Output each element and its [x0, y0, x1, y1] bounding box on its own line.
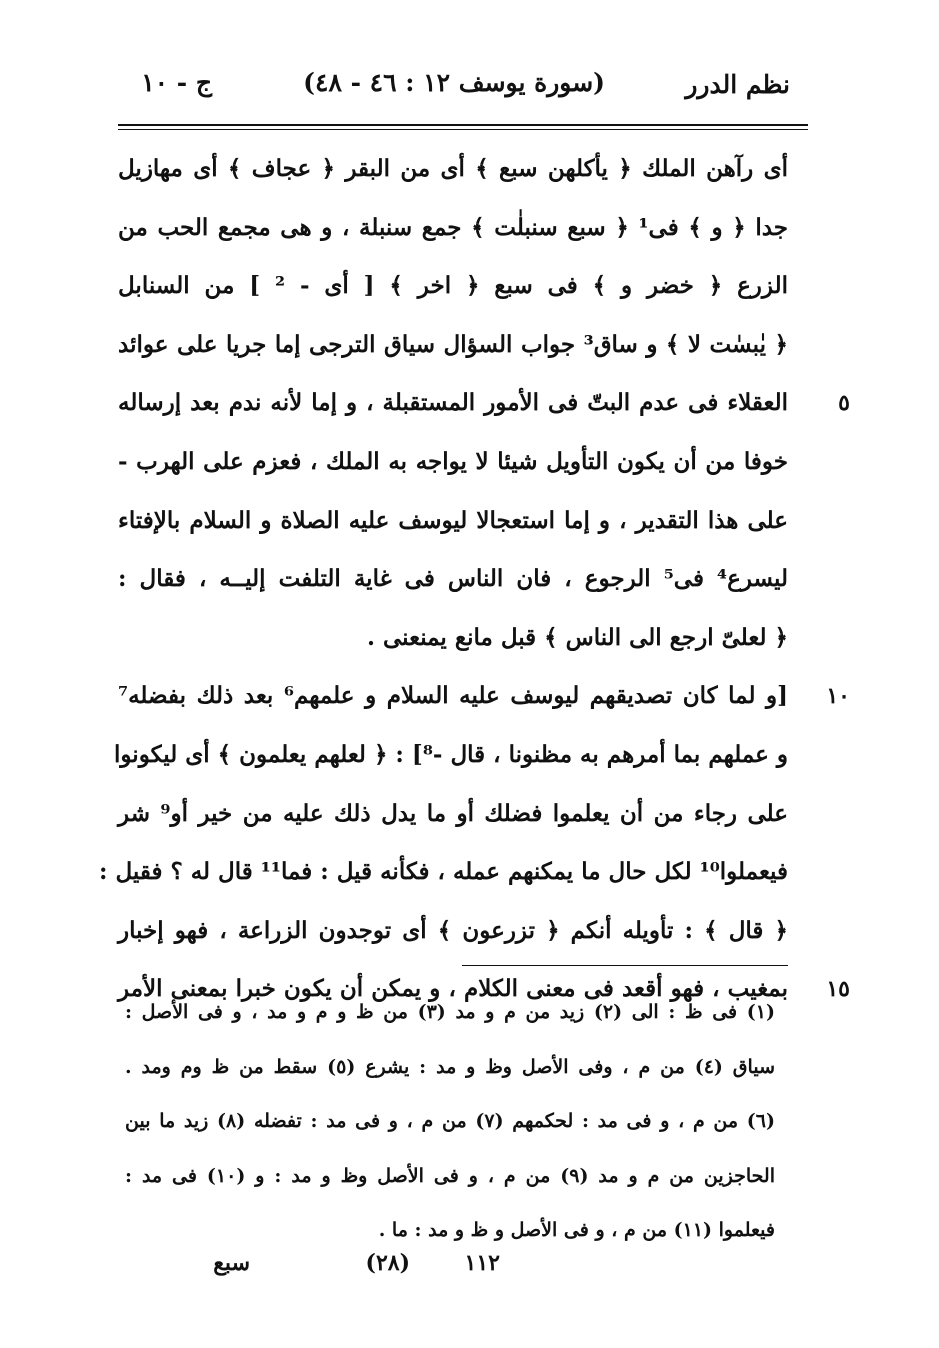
text-line-content: أى رآهن الملك ﴿ يأكلهن سبع ﴾ أى من البقر ﴿ عجاف ﴾ أى مهازيل: [118, 155, 788, 182]
catchword: سبع: [213, 1250, 250, 1276]
header-rule: [118, 124, 808, 126]
footnote-line: (١) فى ظ : الى (٢) زيد من م و مد (٣) من ظ و م و مد ، و فى الأصل :: [125, 1001, 775, 1023]
text-line-content: ﴿ لعلىّ ارجع الى الناس ﴾ قبل مانع يمنعنى .: [366, 623, 788, 651]
page-footer: [118, 1246, 790, 1286]
volume-number: ج - ١٠: [141, 68, 212, 97]
text-line-content: ليسرع⁴ فى⁵ الرجوع ، فان الناس فى غاية التلفت إليــه ، فقال :: [118, 565, 788, 593]
surah-reference: (سورة يوسف ١٢ : ٤٦ - ٤٨): [303, 68, 605, 97]
footnotes: [125, 985, 775, 1258]
text-line-content: ﴿ قال ﴾ : تأويله أنكم ﴿ تزرعون ﴾ أى توجدون الزراعة ، فهو إخبار: [118, 916, 788, 944]
text-line: [118, 785, 788, 844]
footnote-line: سياق (٤) من م ، وفى الأصل وظ و مد : يشرع (٥) سقط من ظ وم ومد .: [125, 1055, 775, 1078]
text-line: [118, 902, 788, 961]
text-line: [118, 550, 788, 609]
footnote-line: الحاجزين من م و مد (٩) من م ، و فى الأصل وظ و مد : و (١٠) فى مد :: [125, 1164, 775, 1187]
main-text: [99, 140, 850, 1019]
text-line: [118, 140, 788, 199]
text-line-content: [و لما كان تصديقهم ليوسف عليه السلام و علمهم⁶ بعد ذلك بفضله⁷: [118, 682, 789, 710]
sheet-number: (٢٨): [365, 1250, 410, 1276]
text-line: [118, 433, 788, 492]
text-line: [118, 316, 788, 375]
text-line: [118, 609, 788, 668]
text-line-content: الزرع ﴿ خضر و ﴾ فى سبع ﴿ اخر ﴾ [ أى - ² ] من السنابل: [118, 272, 789, 300]
text-line-content: جدا ﴿ و ﴾ فى¹ ﴿ سبع سنبلٰت ﴾ جمع سنبلة ، و هى مجمع الحب من: [118, 213, 789, 241]
footnote-separator: [462, 965, 788, 966]
line-number: ٥: [838, 390, 850, 417]
text-line: [118, 199, 788, 258]
line-number: ١٠: [826, 683, 850, 710]
page-header: [118, 62, 790, 106]
text-line: [118, 492, 788, 551]
text-line-content: على هذا التقدير ، و إما استعجالا ليوسف عليه الصلاة و السلام بالإفتاء: [118, 506, 788, 534]
text-line: [114, 726, 788, 785]
footnote-line: فيعلموا (١١) من م ، و فى الأصل و ظ و مد : ما .: [378, 1219, 775, 1241]
text-line: [118, 667, 850, 726]
text-line: [118, 374, 850, 433]
text-line-content: على رجاء من أن يعلموا فضلك أو ما يدل ذلك عليه من خير أو⁹ شر: [118, 799, 788, 827]
text-line-content: و عملهم بما أمرهم به مظنونا ، قال -⁸] : ﴿ لعلهم يعلمون ﴾ أى ليكونوا: [114, 740, 788, 768]
text-line-content: خوفا من أن يكون التأويل شيئا لا يواجه به الملك ، فعزم على الهرب -: [118, 447, 788, 475]
header-rule-thin: [118, 129, 808, 130]
text-line-content: ﴿ يٰبسٰت لا ﴾ و ساق³ جواب السؤال سياق الترجى إما جريا على عوائد: [118, 330, 788, 358]
text-line-content: فيعملوا¹⁰ لكل حال ما يمكنهم عمله ، فكأنه قيل : فما¹¹ قال له ؟ فقيل :: [99, 858, 788, 886]
page-number: ١١٢: [464, 1250, 500, 1276]
book-title: نظم الدرر: [685, 70, 790, 99]
footnote-line: (٦) من م ، و فى مد : لحكمهم (٧) من م ، و فى مد : تفضله (٨) زيد ما بين: [125, 1110, 775, 1132]
text-line: [118, 257, 788, 316]
text-line: [99, 843, 788, 902]
text-line-content: العقلاء فى عدم البتّ فى الأمور المستقبلة ، و إما لأنه ندم بعد إرساله: [118, 389, 788, 417]
line-number: ١٥: [826, 976, 850, 1003]
text-line-content: بمغيب ، فهو أقعد فى معنى الكلام ، و يمكن أن يكون خبرا بمعنى الأمر: [118, 975, 788, 1003]
